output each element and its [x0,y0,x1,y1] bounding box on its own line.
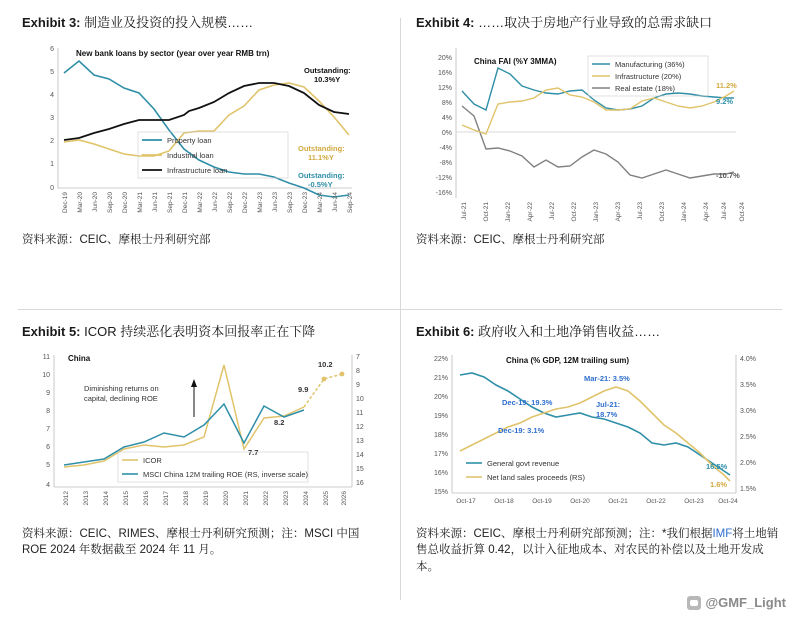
svg-text:Oct-24: Oct-24 [718,497,738,505]
exhibit6-title-label: Exhibit 6: [416,324,475,339]
exhibit4-chart-title: China FAI (%Y 3MMA) [474,56,557,66]
svg-text:22%: 22% [433,355,448,363]
svg-text:2019: 2019 [203,490,210,506]
svg-text:Oct-18: Oct-18 [494,497,514,505]
svg-text:2017: 2017 [163,490,170,506]
svg-text:Oct-23: Oct-23 [659,201,666,222]
svg-text:17%: 17% [433,450,448,458]
exhibit3-chart-title: New bank loans by sector (year over year RMB trn) [76,48,270,58]
exhibit3-annot-outstanding-infra-2: 10.3%Y [314,74,341,84]
svg-text:Mar-24: Mar-24 [317,191,324,213]
exhibit5-title-label: Exhibit 5: [22,324,81,339]
svg-text:Apr-23: Apr-23 [615,201,622,222]
exhibit5-title [22,323,384,341]
exhibit6-chart-title: China (% GDP, 12M trailing sum) [506,355,629,365]
panel-exhibit4 [400,0,800,309]
panel-exhibit3 [0,0,400,309]
exhibit3-legend-2: Infrastructure loan [167,165,228,175]
exhibit4-chart [416,38,784,228]
exhibit3-annot-outstanding-prop-1: Outstanding: [298,170,345,180]
exhibit6-annot-mar21: Mar-21: 3.5% [584,373,630,383]
svg-text:Dec-21: Dec-21 [182,191,189,213]
svg-text:-12%: -12% [435,174,452,182]
svg-text:Dec-23: Dec-23 [302,191,309,213]
svg-text:12: 12 [356,423,364,431]
svg-text:2.0%: 2.0% [740,459,756,467]
exhibit5-chart-title: China [68,353,91,363]
exhibit5-legend [118,452,309,482]
svg-text:1.5%: 1.5% [740,485,756,493]
svg-text:Apr-24: Apr-24 [703,201,710,222]
svg-text:6: 6 [46,443,50,451]
svg-text:2018: 2018 [183,490,190,506]
svg-text:7: 7 [356,353,360,361]
svg-text:Jul-23: Jul-23 [637,201,644,220]
svg-text:-4%: -4% [439,144,452,152]
watermark [687,595,786,610]
exhibit3-title-text: 制造业及投资的投入规模…… [84,15,254,30]
svg-text:2022: 2022 [263,490,270,506]
svg-text:4: 4 [50,91,54,99]
exhibit4-endlabel-manu: 9.2% [716,96,734,106]
svg-text:6: 6 [50,45,54,53]
svg-text:0: 0 [50,184,54,192]
svg-text:Dec-19: Dec-19 [62,191,69,213]
exhibit6-annot-jul21-2: 18.7% [596,409,618,419]
svg-text:Mar-20: Mar-20 [77,191,84,213]
exhibit3-legend-1: Industrial loan [167,150,214,160]
svg-text:capital, declining ROE: capital, declining ROE [84,393,158,403]
svg-text:2020: 2020 [223,490,230,506]
weibo-icon [687,596,701,610]
svg-text:12%: 12% [437,84,452,92]
svg-text:2024: 2024 [303,490,310,506]
svg-text:Dec-22: Dec-22 [242,191,249,213]
svg-text:Oct-21: Oct-21 [608,497,628,505]
exhibit6-legend-0: General govt revenue [487,458,560,468]
svg-text:Oct-23: Oct-23 [684,497,704,505]
svg-text:19%: 19% [433,412,448,420]
exhibit6-annot-dec19-rev: Dec-19: 19.3% [502,397,553,407]
svg-text:Oct-17: Oct-17 [456,497,476,505]
svg-text:2: 2 [50,137,54,145]
exhibit4-title-text: ……取决于房地产行业导致的总需求缺口 [478,15,713,30]
svg-text:Jun-20: Jun-20 [92,191,99,212]
exhibit5-title-text: ICOR 持续恶化表明资本回报率正在下降 [84,324,316,339]
svg-text:Sep-21: Sep-21 [167,191,174,213]
svg-text:Jun-22: Jun-22 [212,191,219,212]
svg-text:10: 10 [42,371,50,379]
svg-text:Jun-24: Jun-24 [332,191,339,212]
svg-text:Diminishing returns on: Diminishing returns on [84,383,159,393]
svg-text:Mar-23: Mar-23 [257,191,264,213]
exhibit6-title [416,323,784,341]
svg-text:16: 16 [356,479,364,487]
svg-text:Oct-20: Oct-20 [570,497,590,505]
exhibit4-source: 资料来源：CEIC、摩根士丹利研究部 [416,233,605,246]
svg-text:Oct-21: Oct-21 [483,201,490,222]
svg-text:Jan-23: Jan-23 [593,201,600,222]
exhibit6-legend-1: Net land sales proceeds (RS) [487,472,585,482]
svg-text:Jul-22: Jul-22 [549,201,556,220]
panel-exhibit6 [400,309,800,618]
svg-text:Jul-21: Jul-21 [461,201,468,220]
svg-text:8%: 8% [441,99,452,107]
svg-text:Jun-21: Jun-21 [152,191,159,212]
svg-text:10: 10 [356,395,364,403]
svg-text:2016: 2016 [143,490,150,506]
svg-text:2025: 2025 [323,490,330,506]
svg-text:Oct-19: Oct-19 [532,497,552,505]
svg-text:4: 4 [46,481,50,489]
exhibit6-source-pre: 资料来源：CEIC、摩根士丹利研究部预测；注：*我们根据 [416,527,713,540]
exhibit3-annot-outstanding-indus-2: 11.1%Y [308,152,334,162]
exhibit6-source [416,526,784,576]
exhibit4-legend-2: Real estate (18%) [615,83,676,93]
svg-text:Mar-22: Mar-22 [197,191,204,213]
svg-text:11: 11 [356,409,364,417]
svg-text:0%: 0% [441,129,452,137]
exhibit6-source-post: 将土地销售总收益折算 0.42，以计入征地成本、对农民的补偿以及土地开发成本。 [416,527,779,573]
exhibit6-annot-dec19-land: Dec-19: 3.1% [498,425,545,435]
exhibit6-title-text: 政府收入和土地净销售收益…… [478,324,661,339]
exhibit4-endlabel-infra: 11.2% [716,80,737,90]
svg-text:20%: 20% [433,393,448,401]
svg-text:4.0%: 4.0% [740,355,756,363]
svg-text:7: 7 [46,425,50,433]
svg-text:16%: 16% [433,469,448,477]
watermark-text: @GMF_Light [705,595,786,610]
svg-text:20%: 20% [437,54,452,62]
exhibit6-endlabel-revenue: 16.5% [706,461,728,471]
exhibit6-chart [416,347,784,522]
exhibit4-title-label: Exhibit 4: [416,15,475,30]
svg-text:8: 8 [356,367,360,375]
exhibit4-legend [588,56,708,96]
svg-text:2015: 2015 [123,490,130,506]
svg-text:Sep-23: Sep-23 [287,191,294,213]
exhibit5-source: 资料来源：CEIC、RIMES、摩根士丹利研究预测；注：MSCI 中国 ROE 2024 年数据截至 2024 年 11 月。 [22,527,360,557]
svg-text:Mar-21: Mar-21 [137,191,144,213]
exhibit5-annot-82: 8.2 [274,417,285,427]
exhibit3-legend-0: Property loan [167,135,212,145]
svg-text:Oct-22: Oct-22 [646,497,666,505]
svg-text:15%: 15% [433,488,448,496]
panel-exhibit5 [0,309,400,618]
exhibit5-legend-0: ICOR [143,455,162,465]
svg-text:8: 8 [46,407,50,415]
svg-text:2021: 2021 [243,490,250,506]
horizontal-divider [18,309,782,310]
svg-text:3: 3 [50,114,54,122]
exhibit5-annot-102: 10.2 [318,359,333,369]
svg-text:Oct-22: Oct-22 [571,201,578,222]
exhibit5-annot-99: 9.9 [298,384,309,394]
svg-text:2012: 2012 [63,490,70,506]
svg-text:Sep-24: Sep-24 [347,191,354,213]
exhibit3-annot-outstanding-prop-2: -0.5%Y [308,179,333,189]
svg-text:2.5%: 2.5% [740,433,756,441]
exhibit3-title-label: Exhibit 3: [22,15,81,30]
exhibit5-legend-1: MSCI China 12M trailing ROE (RS, inverse scale) [143,469,309,479]
exhibit6-annot-jul21-1: Jul-21: [596,399,621,409]
svg-text:Oct-24: Oct-24 [739,201,746,222]
exhibit5-annot-diminishing [84,379,197,417]
svg-text:21%: 21% [433,374,448,382]
svg-text:5: 5 [50,68,54,76]
svg-text:11: 11 [42,353,50,361]
exhibit6-endlabel-land: 1.6% [710,479,728,489]
svg-text:2013: 2013 [83,490,90,506]
svg-text:16%: 16% [437,69,452,77]
svg-text:9: 9 [46,389,50,397]
exhibit4-legend-1: Infrastructure (20%) [615,71,682,81]
svg-text:Jan-24: Jan-24 [681,201,688,222]
svg-text:5: 5 [46,461,50,469]
exhibit5-chart [22,347,384,522]
exhibit4-legend-0: Manufacturing (36%) [615,59,685,69]
svg-text:-16%: -16% [435,189,452,197]
svg-text:Jul-24: Jul-24 [721,201,728,220]
svg-text:2014: 2014 [103,490,110,506]
svg-text:2023: 2023 [283,490,290,506]
exhibit5-annot-77: 7.7 [248,447,259,457]
svg-text:13: 13 [356,437,364,445]
svg-text:Apr-22: Apr-22 [527,201,534,222]
exhibit3-annot-outstanding-infra-1: Outstanding: [304,65,351,75]
svg-text:Dec-20: Dec-20 [122,191,129,213]
svg-text:Jan-22: Jan-22 [505,201,512,222]
svg-text:15: 15 [356,465,364,473]
exhibit3-title [22,14,384,32]
exhibit4-title [416,14,784,32]
exhibit6-legend [466,459,585,482]
svg-text:Sep-22: Sep-22 [227,191,234,213]
exhibit6-source-link[interactable]: IMF [712,527,733,540]
exhibit3-legend [138,132,288,178]
svg-text:-8%: -8% [439,159,452,167]
svg-text:18%: 18% [433,431,448,439]
svg-text:4%: 4% [441,114,452,122]
exhibit3-source: 资料来源：CEIC、摩根士丹利研究部 [22,233,211,246]
exhibit3-annot-outstanding-indus-1: Outstanding: [298,143,345,153]
svg-text:3.5%: 3.5% [740,381,756,389]
svg-text:Sep-20: Sep-20 [107,191,114,213]
svg-text:9: 9 [356,381,360,389]
svg-text:14: 14 [356,451,364,459]
svg-text:Jun-23: Jun-23 [272,191,279,212]
svg-text:1: 1 [50,160,54,168]
exhibit4-endlabel-real: -10.7% [716,170,740,180]
svg-text:3.0%: 3.0% [740,407,756,415]
exhibit3-chart [22,38,384,228]
svg-text:2026: 2026 [341,490,348,506]
